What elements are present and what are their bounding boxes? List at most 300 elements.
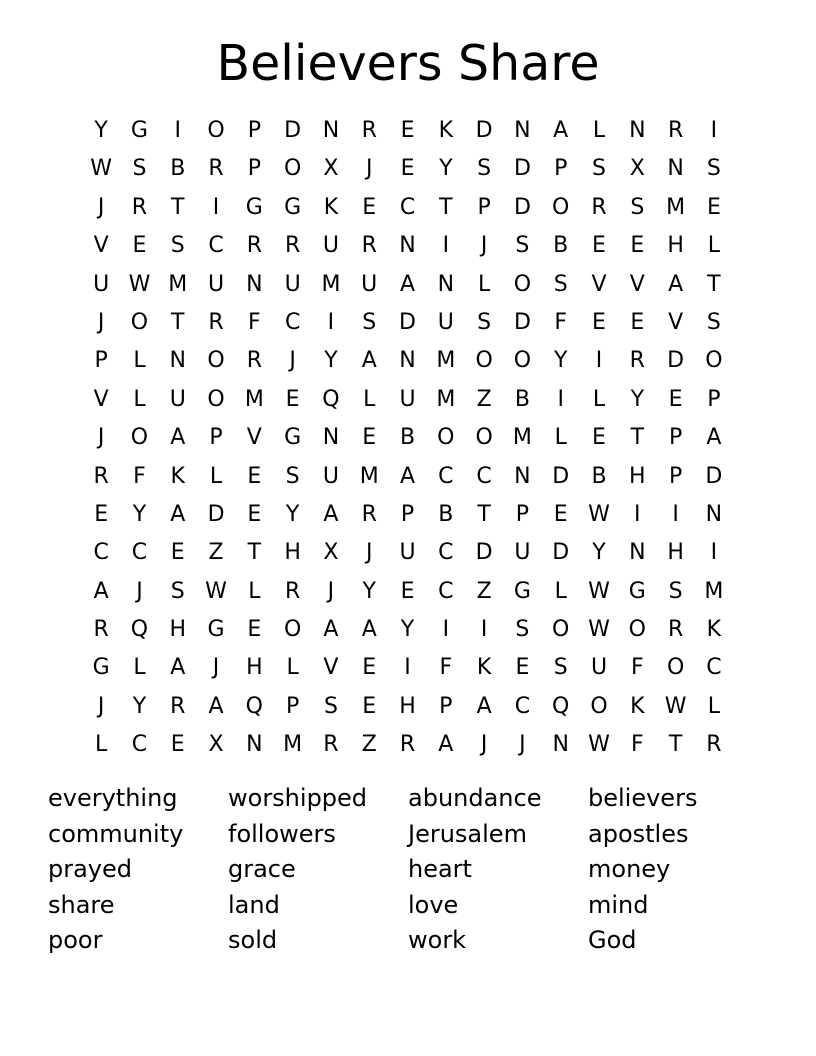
- grid-letter: L: [707, 693, 721, 719]
- grid-letter: M: [436, 348, 456, 374]
- grid-letter: C: [706, 655, 722, 681]
- grid-letter: G: [130, 118, 148, 143]
- grid-letter: X: [629, 156, 645, 182]
- grid-letter: D: [284, 118, 302, 143]
- grid-letter: F: [133, 463, 146, 489]
- grid-letter: O: [628, 617, 646, 643]
- grid-letter: L: [554, 425, 567, 451]
- grid-letter: P: [209, 425, 223, 451]
- grid-letter: P: [94, 348, 108, 374]
- grid-letter: I: [442, 617, 450, 643]
- grid-letter: W: [128, 271, 151, 297]
- grid-letter: N: [629, 540, 646, 566]
- grid-letter: J: [97, 309, 105, 335]
- grid-letter: D: [552, 540, 570, 566]
- letter-grid: [82, 112, 733, 765]
- grid-letter: E: [362, 425, 377, 451]
- grid-letter: E: [170, 540, 185, 566]
- grid-letter: R: [361, 118, 377, 143]
- grid-letter: U: [93, 271, 110, 297]
- grid-letter: S: [706, 156, 721, 182]
- grid-letter: R: [361, 501, 377, 527]
- grid-letter: M: [512, 425, 532, 451]
- grid-letter: I: [634, 501, 641, 527]
- word-list-item: God: [588, 926, 637, 954]
- grid-letter: W: [664, 693, 687, 719]
- word-list-item: money: [588, 855, 671, 883]
- grid-letter: N: [169, 348, 186, 374]
- grid-letter: T: [668, 732, 683, 758]
- grid-letter: O: [475, 348, 493, 374]
- grid-letter: V: [323, 655, 339, 681]
- grid-letter: H: [629, 463, 646, 489]
- grid-letter: O: [705, 348, 723, 374]
- grid-letter: O: [552, 617, 570, 643]
- grid-letter: S: [477, 156, 492, 182]
- word-list-item: work: [408, 926, 467, 954]
- grid-letter: P: [247, 118, 261, 143]
- grid-letter: Z: [476, 578, 492, 604]
- grid-letter: I: [480, 617, 488, 643]
- grid-letter: R: [246, 348, 262, 374]
- grid-letter: C: [476, 463, 492, 489]
- grid-letter: H: [284, 540, 301, 566]
- grid-letter: D: [667, 348, 685, 374]
- grid-letter: A: [93, 578, 109, 604]
- grid-letter: V: [591, 271, 607, 297]
- grid-letter: M: [436, 386, 456, 412]
- grid-letter: N: [667, 156, 684, 182]
- grid-letter: A: [668, 271, 684, 297]
- grid-letter: V: [629, 271, 645, 297]
- grid-letter: T: [707, 271, 721, 297]
- word-list-item: grace: [228, 855, 296, 883]
- word-list-item: love: [408, 890, 459, 919]
- grid-letter: P: [515, 501, 530, 527]
- grid-letter: U: [361, 271, 378, 297]
- grid-letter: P: [285, 693, 300, 719]
- grid-letter: A: [323, 617, 339, 643]
- grid-letter: J: [519, 732, 526, 758]
- grid-letter: L: [592, 386, 606, 412]
- grid-letter: E: [592, 233, 606, 259]
- grid-letter: P: [439, 693, 453, 719]
- grid-letter: T: [630, 425, 645, 451]
- grid-letter: X: [208, 732, 224, 758]
- grid-letter: O: [130, 309, 149, 335]
- word-list-item: heart: [408, 855, 472, 883]
- grid-letter: E: [706, 194, 721, 220]
- grid-letter: S: [362, 309, 377, 335]
- grid-letter: U: [399, 386, 416, 412]
- grid-letter: E: [400, 156, 415, 182]
- grid-letter: C: [438, 540, 454, 566]
- grid-letter: J: [327, 578, 335, 604]
- grid-letter: Y: [94, 118, 108, 143]
- grid-letter: A: [438, 732, 454, 758]
- grid-letter: W: [205, 578, 227, 604]
- grid-letter: L: [554, 578, 567, 604]
- grid-letter: J: [136, 578, 143, 604]
- grid-letter: Y: [285, 501, 300, 527]
- grid-letter: A: [170, 501, 186, 527]
- grid-letter: I: [442, 233, 450, 259]
- grid-letter: N: [514, 463, 531, 489]
- grid-letter: O: [283, 156, 302, 182]
- grid-letter: L: [477, 271, 491, 297]
- grid-letter: V: [668, 309, 684, 335]
- grid-letter: L: [592, 118, 606, 143]
- grid-letter: O: [130, 425, 149, 451]
- grid-letter: I: [404, 655, 411, 681]
- grid-letter: F: [554, 309, 568, 335]
- grid-letter: S: [285, 463, 300, 489]
- grid-letter: Y: [400, 617, 415, 643]
- grid-letter: D: [513, 156, 531, 182]
- grid-letter: I: [212, 194, 220, 220]
- grid-letter: E: [362, 655, 377, 681]
- grid-letter: U: [322, 233, 339, 259]
- grid-letter: J: [97, 693, 105, 719]
- grid-letter: E: [247, 617, 262, 643]
- grid-letter: E: [515, 655, 530, 681]
- grid-letter: W: [90, 156, 113, 182]
- grid-letter: R: [284, 578, 301, 604]
- grid-letter: I: [672, 501, 679, 527]
- page-title: Believers Share: [216, 35, 600, 92]
- word-list-item: sold: [228, 926, 278, 954]
- word-list-item: abundance: [408, 784, 542, 812]
- grid-letter: S: [477, 309, 492, 335]
- grid-letter: I: [595, 348, 603, 374]
- grid-letter: F: [248, 309, 261, 335]
- grid-letter: N: [399, 233, 416, 259]
- grid-letter: J: [97, 425, 105, 451]
- grid-letter: F: [439, 655, 453, 681]
- grid-letter: J: [97, 194, 105, 220]
- grid-letter: R: [591, 194, 607, 220]
- grid-letter: R: [629, 348, 645, 374]
- grid-letter: Y: [132, 501, 147, 527]
- grid-letter: B: [553, 233, 569, 259]
- grid-letter: D: [475, 118, 493, 143]
- grid-letter: V: [93, 386, 109, 412]
- grid-letter: U: [590, 655, 608, 681]
- grid-letter: S: [668, 578, 683, 604]
- grid-letter: E: [400, 578, 415, 604]
- grid-letter: U: [399, 540, 416, 566]
- grid-letter: C: [438, 463, 454, 489]
- grid-letter: E: [592, 425, 606, 451]
- grid-letter: E: [247, 501, 262, 527]
- grid-letter: P: [668, 463, 683, 489]
- grid-letter: F: [630, 655, 644, 681]
- word-list-item: Jerusalem: [408, 819, 527, 848]
- grid-letter: G: [245, 194, 263, 220]
- grid-letter: A: [399, 463, 416, 489]
- grid-letter: O: [590, 693, 608, 719]
- grid-letter: O: [552, 194, 570, 220]
- grid-letter: E: [630, 309, 645, 335]
- grid-letter: Z: [361, 732, 377, 758]
- grid-letter: P: [668, 425, 683, 451]
- grid-letter: I: [327, 309, 335, 335]
- grid-letter: G: [92, 655, 110, 681]
- grid-letter: N: [246, 271, 263, 297]
- grid-letter: B: [399, 425, 416, 451]
- grid-letter: P: [400, 501, 415, 527]
- grid-letter: V: [246, 425, 262, 451]
- grid-letter: K: [323, 194, 339, 220]
- grid-letter: S: [170, 233, 185, 259]
- word-list-item: community: [48, 819, 184, 848]
- grid-letter: T: [171, 194, 185, 220]
- grid-letter: L: [133, 655, 146, 681]
- grid-letter: H: [246, 655, 263, 681]
- grid-letter: S: [630, 194, 645, 220]
- grid-letter: N: [629, 118, 646, 143]
- grid-letter: E: [668, 386, 683, 412]
- grid-letter: C: [131, 540, 148, 566]
- grid-letter: O: [437, 425, 455, 451]
- grid-letter: J: [480, 732, 488, 758]
- grid-letter: T: [477, 501, 491, 527]
- grid-letter: E: [362, 194, 377, 220]
- grid-letter: X: [323, 540, 339, 566]
- grid-letter: C: [514, 693, 531, 719]
- grid-letter: T: [247, 540, 262, 566]
- grid-letter: H: [169, 617, 187, 643]
- grid-letter: D: [513, 194, 531, 220]
- grid-letter: S: [170, 578, 185, 604]
- grid-letter: O: [475, 425, 493, 451]
- grid-letter: N: [322, 118, 340, 143]
- word-list-item: believers: [588, 784, 698, 812]
- grid-letter: O: [513, 271, 532, 297]
- word-list: [48, 781, 768, 959]
- grid-letter: K: [630, 693, 645, 719]
- grid-letter: A: [476, 693, 492, 719]
- word-list-item: prayed: [48, 855, 133, 883]
- grid-letter: A: [553, 118, 569, 143]
- grid-letter: O: [666, 655, 685, 681]
- grid-letter: J: [212, 655, 220, 681]
- grid-letter: L: [363, 386, 376, 412]
- grid-letter: T: [171, 309, 185, 335]
- grid-letter: T: [439, 194, 453, 220]
- grid-letter: L: [95, 732, 108, 758]
- grid-letter: X: [323, 156, 339, 182]
- grid-letter: E: [247, 463, 262, 489]
- grid-letter: P: [477, 194, 491, 220]
- grid-letter: R: [399, 732, 416, 758]
- grid-letter: J: [365, 156, 373, 182]
- grid-letter: I: [557, 386, 564, 412]
- grid-letter: D: [705, 463, 723, 489]
- grid-letter: D: [513, 309, 531, 335]
- grid-letter: M: [321, 271, 341, 297]
- grid-letter: I: [710, 540, 718, 566]
- grid-letter: N: [399, 348, 416, 374]
- grid-letter: C: [284, 309, 301, 335]
- grid-letter: R: [93, 463, 109, 489]
- grid-letter: C: [438, 578, 454, 604]
- grid-letter: Y: [592, 540, 606, 566]
- grid-letter: N: [322, 425, 340, 451]
- word-list-item: land: [228, 890, 280, 919]
- grid-letter: Y: [439, 156, 453, 182]
- grid-letter: H: [399, 693, 416, 719]
- grid-letter: M: [283, 732, 303, 758]
- grid-letter: N: [246, 732, 263, 758]
- grid-letter: L: [707, 233, 721, 259]
- grid-letter: P: [247, 156, 261, 182]
- grid-letter: C: [399, 194, 416, 220]
- grid-letter: O: [207, 348, 225, 374]
- grid-letter: S: [706, 309, 721, 335]
- word-list-item: mind: [588, 890, 649, 919]
- grid-letter: O: [207, 118, 225, 143]
- grid-letter: N: [514, 118, 531, 143]
- grid-letter: R: [284, 233, 301, 259]
- grid-letter: F: [630, 732, 644, 758]
- grid-letter: V: [93, 233, 109, 259]
- grid-letter: R: [170, 693, 186, 719]
- grid-letter: D: [399, 309, 416, 335]
- grid-letter: H: [667, 540, 684, 566]
- grid-letter: J: [365, 540, 373, 566]
- grid-letter: A: [361, 348, 377, 374]
- grid-letter: Y: [362, 578, 376, 604]
- grid-letter: S: [592, 156, 606, 182]
- word-list-item: apostles: [588, 819, 689, 848]
- grid-letter: N: [705, 501, 723, 527]
- grid-letter: R: [706, 732, 722, 758]
- grid-letter: I: [710, 118, 718, 143]
- grid-letter: O: [283, 617, 302, 643]
- grid-letter: D: [552, 463, 570, 489]
- word-list-item: worshipped: [228, 784, 368, 812]
- grid-letter: Q: [130, 617, 149, 643]
- grid-letter: Z: [476, 386, 492, 412]
- grid-letter: K: [706, 617, 722, 643]
- grid-letter: R: [246, 233, 262, 259]
- grid-letter: K: [476, 655, 492, 681]
- grid-letter: S: [553, 271, 568, 297]
- grid-letter: W: [588, 501, 610, 527]
- grid-letter: P: [707, 386, 721, 412]
- grid-letter: G: [284, 425, 302, 451]
- grid-letter: B: [514, 386, 530, 412]
- word-list-item: followers: [228, 819, 336, 848]
- grid-letter: K: [438, 118, 454, 143]
- grid-letter: S: [515, 617, 530, 643]
- grid-letter: D: [207, 501, 225, 527]
- grid-letter: R: [361, 233, 377, 259]
- grid-letter: H: [667, 233, 684, 259]
- grid-letter: U: [207, 271, 225, 297]
- grid-letter: A: [399, 271, 416, 297]
- grid-letter: Y: [324, 348, 338, 374]
- grid-letter: C: [131, 732, 148, 758]
- grid-letter: L: [248, 578, 261, 604]
- grid-letter: R: [323, 732, 339, 758]
- grid-letter: M: [666, 194, 686, 220]
- grid-letter: E: [170, 732, 185, 758]
- grid-letter: G: [513, 578, 531, 604]
- grid-letter: R: [667, 617, 684, 643]
- grid-letter: J: [480, 233, 488, 259]
- grid-letter: S: [515, 233, 530, 259]
- grid-letter: U: [514, 540, 531, 566]
- grid-letter: M: [168, 271, 188, 297]
- grid-letter: Q: [552, 693, 570, 719]
- grid-letter: C: [93, 540, 109, 566]
- grid-letter: L: [133, 348, 146, 374]
- grid-letter: G: [207, 617, 225, 643]
- grid-letter: A: [361, 617, 377, 643]
- grid-letter: R: [208, 309, 224, 335]
- grid-letter: G: [628, 578, 646, 604]
- grid-letter: Z: [208, 540, 224, 566]
- word-list-item: poor: [48, 926, 103, 954]
- grid-letter: W: [588, 617, 610, 643]
- grid-letter: O: [207, 386, 225, 412]
- grid-letter: K: [170, 463, 185, 489]
- grid-letter: N: [552, 732, 569, 758]
- grid-letter: E: [592, 309, 606, 335]
- grid-letter: M: [359, 463, 379, 489]
- grid-letter: A: [706, 425, 722, 451]
- grid-letter: E: [94, 501, 109, 527]
- grid-letter: O: [513, 348, 532, 374]
- grid-letter: C: [208, 233, 224, 259]
- grid-letter: I: [174, 118, 181, 143]
- grid-letter: E: [400, 118, 415, 143]
- grid-letter: A: [208, 693, 224, 719]
- grid-letter: B: [438, 501, 454, 527]
- grid-letter: D: [475, 540, 493, 566]
- grid-letter: E: [362, 693, 377, 719]
- grid-letter: A: [323, 501, 339, 527]
- grid-letter: Q: [322, 386, 340, 412]
- grid-letter: U: [169, 386, 186, 412]
- grid-letter: B: [170, 156, 186, 182]
- grid-letter: E: [553, 501, 568, 527]
- grid-letter: E: [132, 233, 147, 259]
- grid-letter: S: [132, 156, 147, 182]
- grid-letter: N: [437, 271, 455, 297]
- grid-letter: L: [209, 463, 223, 489]
- grid-letter: Y: [132, 693, 147, 719]
- grid-letter: M: [704, 578, 724, 604]
- grid-letter: W: [588, 732, 610, 758]
- grid-letter: R: [131, 194, 148, 220]
- word-list-item: share: [48, 890, 115, 919]
- grid-letter: R: [667, 118, 684, 143]
- grid-letter: L: [286, 655, 299, 681]
- grid-letter: R: [208, 156, 224, 182]
- grid-letter: E: [630, 233, 645, 259]
- grid-letter: A: [170, 655, 186, 681]
- grid-letter: P: [554, 156, 568, 182]
- grid-letter: L: [133, 386, 146, 412]
- grid-letter: U: [322, 463, 339, 489]
- grid-letter: B: [591, 463, 607, 489]
- grid-letter: R: [93, 617, 109, 643]
- grid-letter: S: [323, 693, 338, 719]
- grid-letter: Q: [245, 693, 263, 719]
